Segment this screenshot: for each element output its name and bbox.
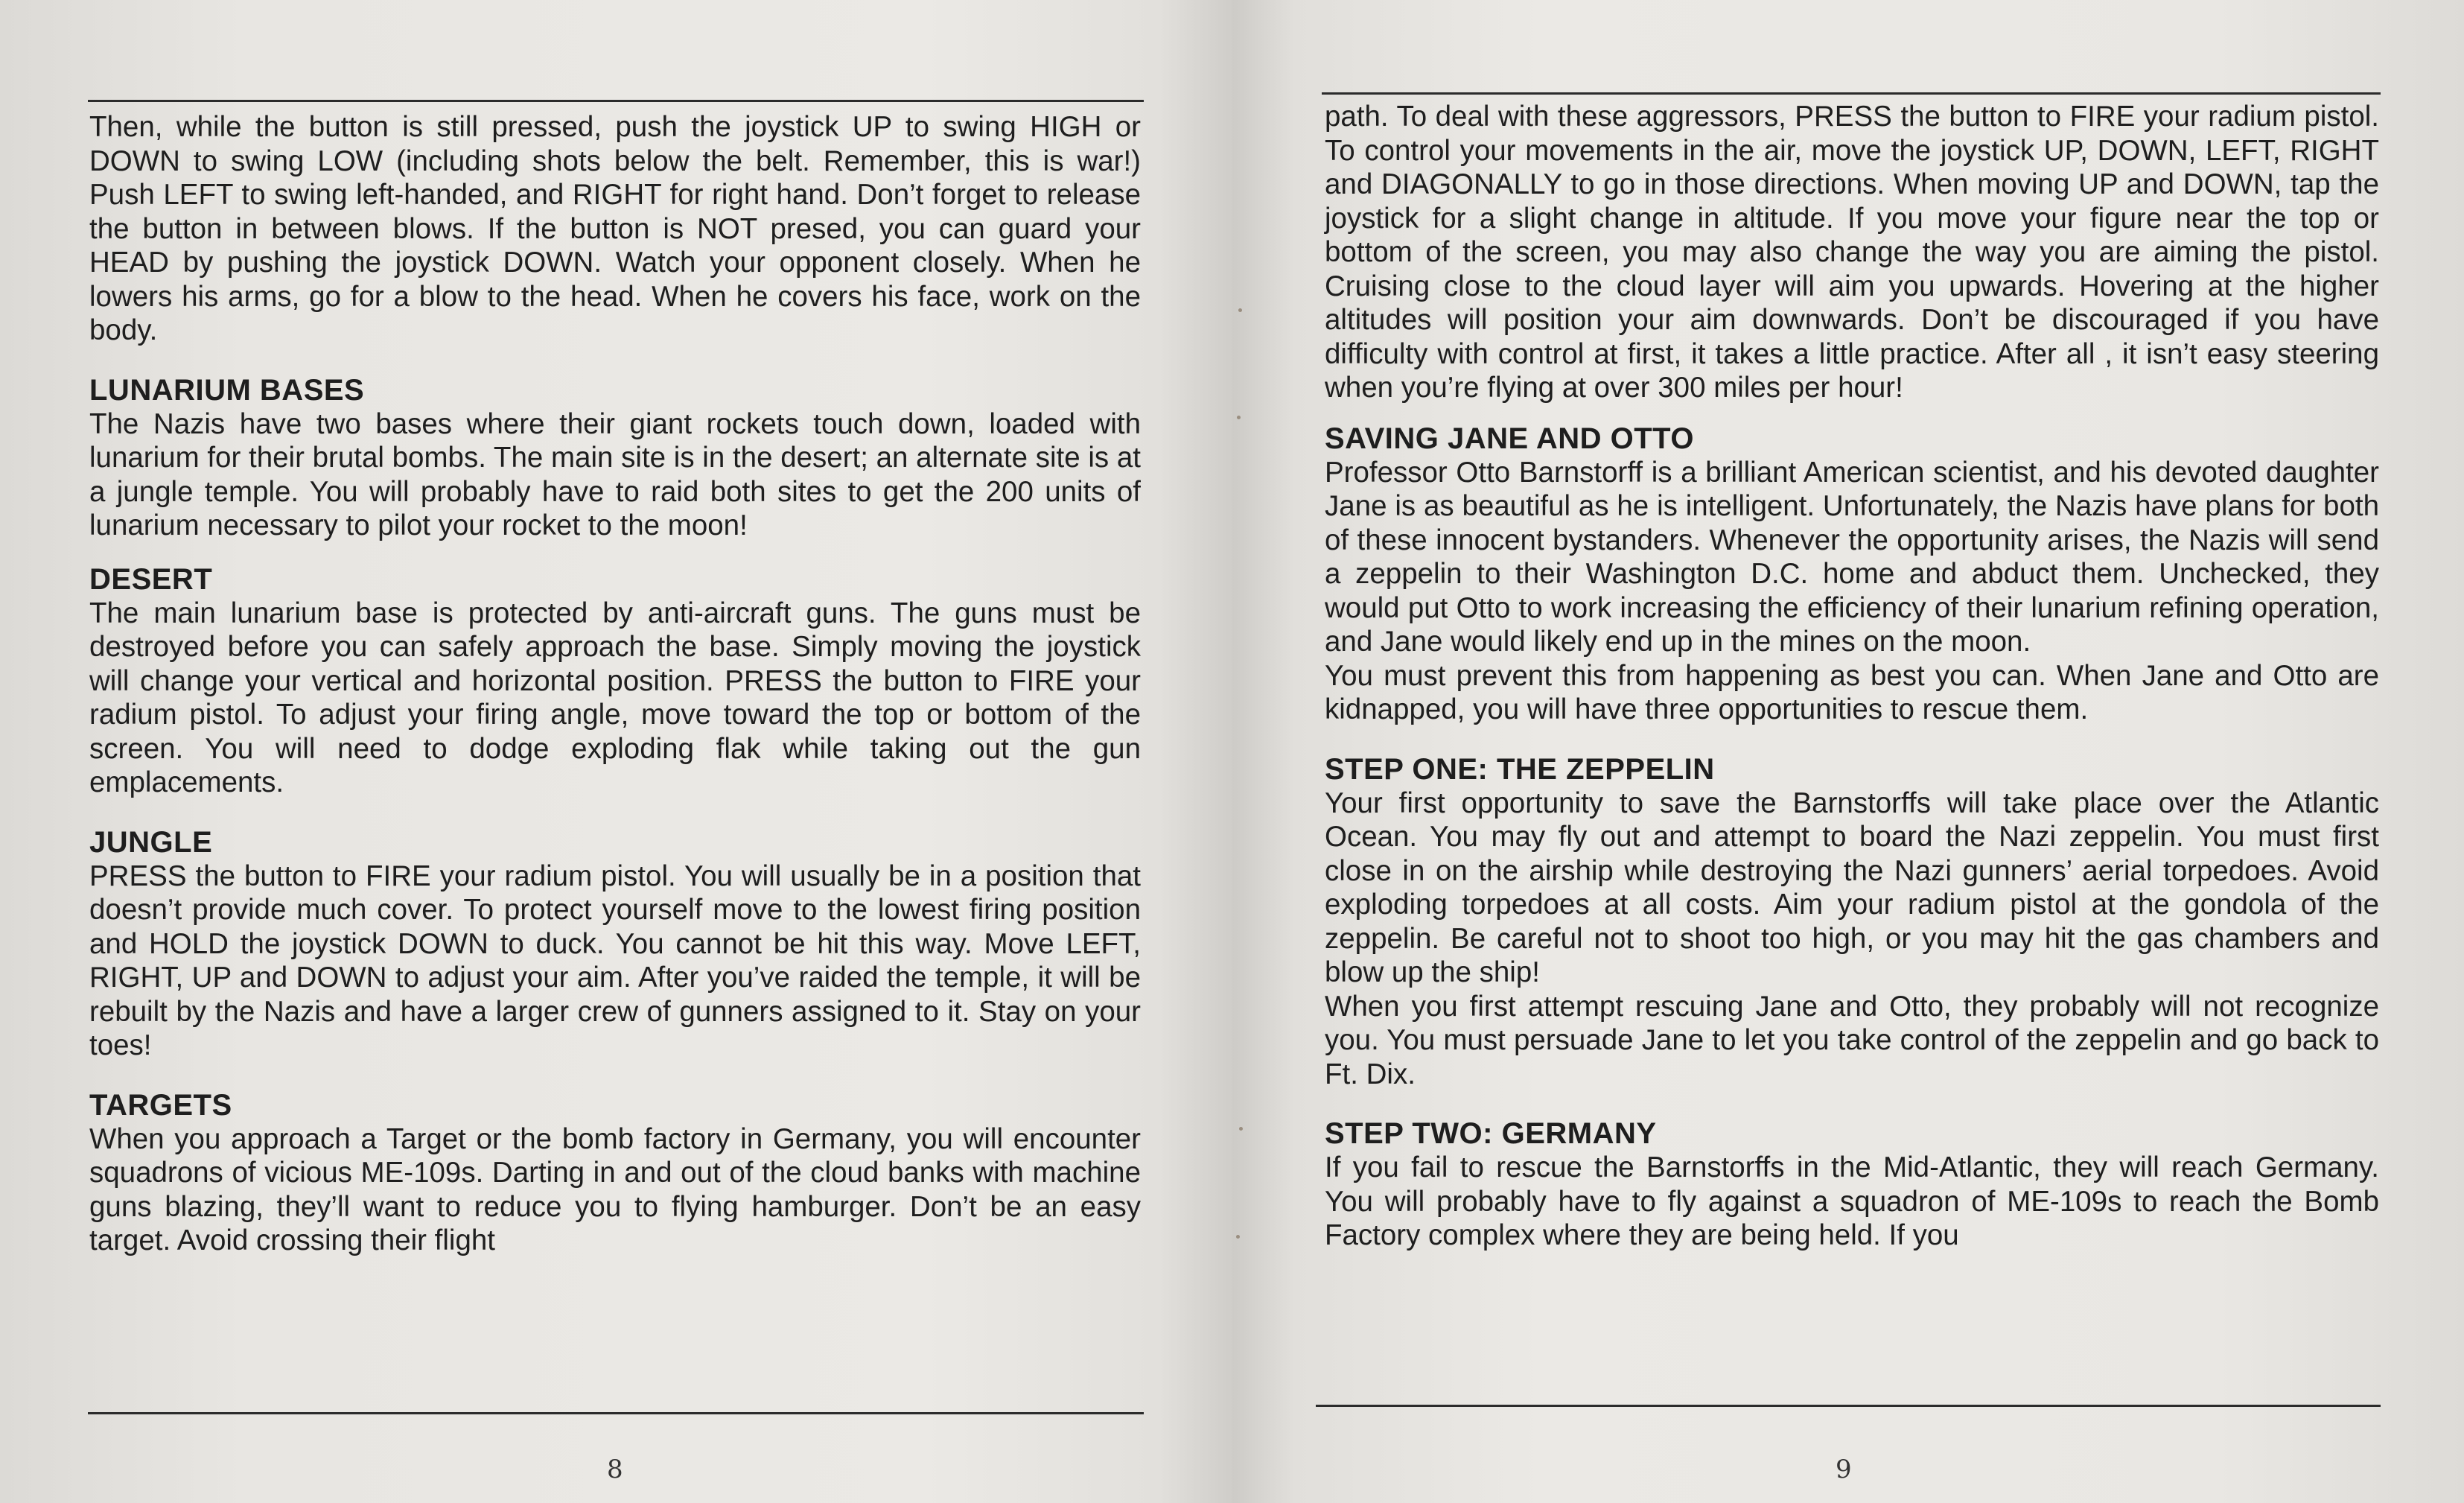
heading-saving-jane-and-otto: SAVING JANE AND OTTO: [1325, 422, 1694, 455]
paragraph-step-two: If you fail to rescue the Barnstorffs in the Mid-Atlantic, they will reach Germany. You will probably have to fly against a squadron of ME-109s to reach the Bomb Factory complex where they are being held. If you: [1325, 1151, 2379, 1251]
paragraph-step-one-2: When you first attempt rescuing Jane and Otto, they probably will not recognize you. You must persuade Jane to let you take control of the zeppelin and go back to Ft. Dix.: [1325, 990, 2379, 1090]
heading-step-two: STEP TWO: GERMANY: [1325, 1117, 1657, 1150]
right-page: [1232, 0, 2464, 1503]
intro-paragraph: Then, while the button is still pressed, push the joystick UP to swing HIGH or DOWN to swing LOW (including shots below the belt. Remember, this is war!) Push LEFT to swing left-handed, and RIGHT for right hand. Don’t forget to release the button in between blows. If the button is NOT presed, you can guard your HEAD by pushing the joystick DOWN. Watch your opponent closely. When he lowers his arms, go for a blow to the head. When he covers his face, work on the body.: [89, 111, 1141, 346]
paragraph-saving-jane-and-otto-2: You must prevent this from happening as best you can. When Jane and Otto are kidnapped, you will have three opportunities to rescue them.: [1325, 659, 2379, 725]
paragraph-step-one: Your first opportunity to save the Barnstorffs will take place over the Atlantic Ocean. You may fly out and attempt to board the Nazi zeppelin. You must first close in on the airship while destroying the Nazi gunners’ aerial torpedoes. Avoid exploding torpedoes at all costs. Aim your radium pistol at the gondola of the zeppelin. Be careful not to shoot too high, or you may hit the gas chambers and blow up the ship!: [1325, 787, 2379, 988]
page-number: 8: [607, 1455, 623, 1484]
heading-jungle: JUNGLE: [89, 825, 213, 859]
heading-desert: DESERT: [89, 562, 213, 596]
left-text-column: [89, 110, 1141, 1258]
paragraph-targets: When you approach a Target or the bomb factory in Germany, you will encounter squadrons of vicious ME-109s. Darting in and out of the cloud banks with machine guns blazing, they’ll want to reduce you to flying hamburger. Don’t be an easy target. Avoid crossing their flight: [89, 1122, 1141, 1256]
heading-lunarium-bases: LUNARIUM BASES: [89, 373, 365, 407]
top-rule: [1322, 92, 2381, 95]
spine-mark: [1239, 1127, 1243, 1131]
paragraph-lunarium-bases: The Nazis have two bases where their giant rockets touch down, loaded with lunarium for their brutal bombs. The main site is in the desert; an alternate site is at a jungle temple. You will probably have to raid both sites to get the 200 units of lunarium necessary to pilot your rocket to the moon!: [89, 407, 1141, 541]
top-rule: [88, 100, 1144, 102]
heading-targets: TARGETS: [89, 1088, 232, 1122]
spine-mark: [1238, 308, 1242, 312]
intro-paragraph: path. To deal with these aggressors, PRESS the button to FIRE your radium pistol. To control your movements in the air, move the joystick UP, DOWN, LEFT, RIGHT and DIAGONALLY to go in those directions. When moving UP and DOWN, tap the joystick for a slight change in altitude. If you move your figure near the top or bottom of the screen, you may also change the way you are aiming the pistol. Cruising close to the cloud layer will aim you upwards. Hovering at the higher altitudes will position your aim downwards. Don’t be discouraged if you have difficulty with control at first, it takes a little practice. After all , it isn’t easy steering when you’re flying at over 300 miles per hour!: [1325, 101, 2379, 404]
paragraph-saving-jane-and-otto: Professor Otto Barnstorff is a brilliant American scientist, and his devoted daughter Jane is as beautiful as he is intelligent. Unfortunately, the Nazis have plans for both of these innocent bystanders. Whenever the opportunity arises, the Nazis will send a zeppelin to their Washington D.C. home and abduct them. Unchecked, they would put Otto to work increasing the efficiency of their lunarium refining operation, and Jane would likely end up in the mines on the moon.: [1325, 456, 2379, 658]
right-text-column: [1325, 100, 2379, 1253]
bottom-rule: [88, 1412, 1144, 1414]
paragraph-desert: The main lunarium base is protected by anti-aircraft guns. The guns must be destroyed before you can safely approach the base. Simply moving the joystick will change your vertical and horizontal position. PRESS the button to FIRE your radium pistol. To adjust your firing angle, move toward the top or bottom of the screen. You will need to dodge exploding flak while taking out the gun emplacements.: [89, 597, 1141, 798]
page-number: 9: [1836, 1455, 1852, 1484]
paragraph-jungle: PRESS the button to FIRE your radium pistol. You will usually be in a position that doesn’t provide much cover. To protect yourself move to the lowest firing position and HOLD the joystick DOWN to duck. You cannot be hit this way. Move LEFT, RIGHT, UP and DOWN to adjust your aim. After you’ve raided the temple, it will be rebuilt by the Nazis and have a larger crew of gunners assigned to it. Stay on your toes!: [89, 859, 1141, 1061]
bottom-rule: [1316, 1405, 2381, 1407]
spine-mark: [1236, 1235, 1240, 1239]
spine-mark: [1237, 416, 1241, 419]
heading-step-one: STEP ONE: THE ZEPPELIN: [1325, 752, 1715, 786]
